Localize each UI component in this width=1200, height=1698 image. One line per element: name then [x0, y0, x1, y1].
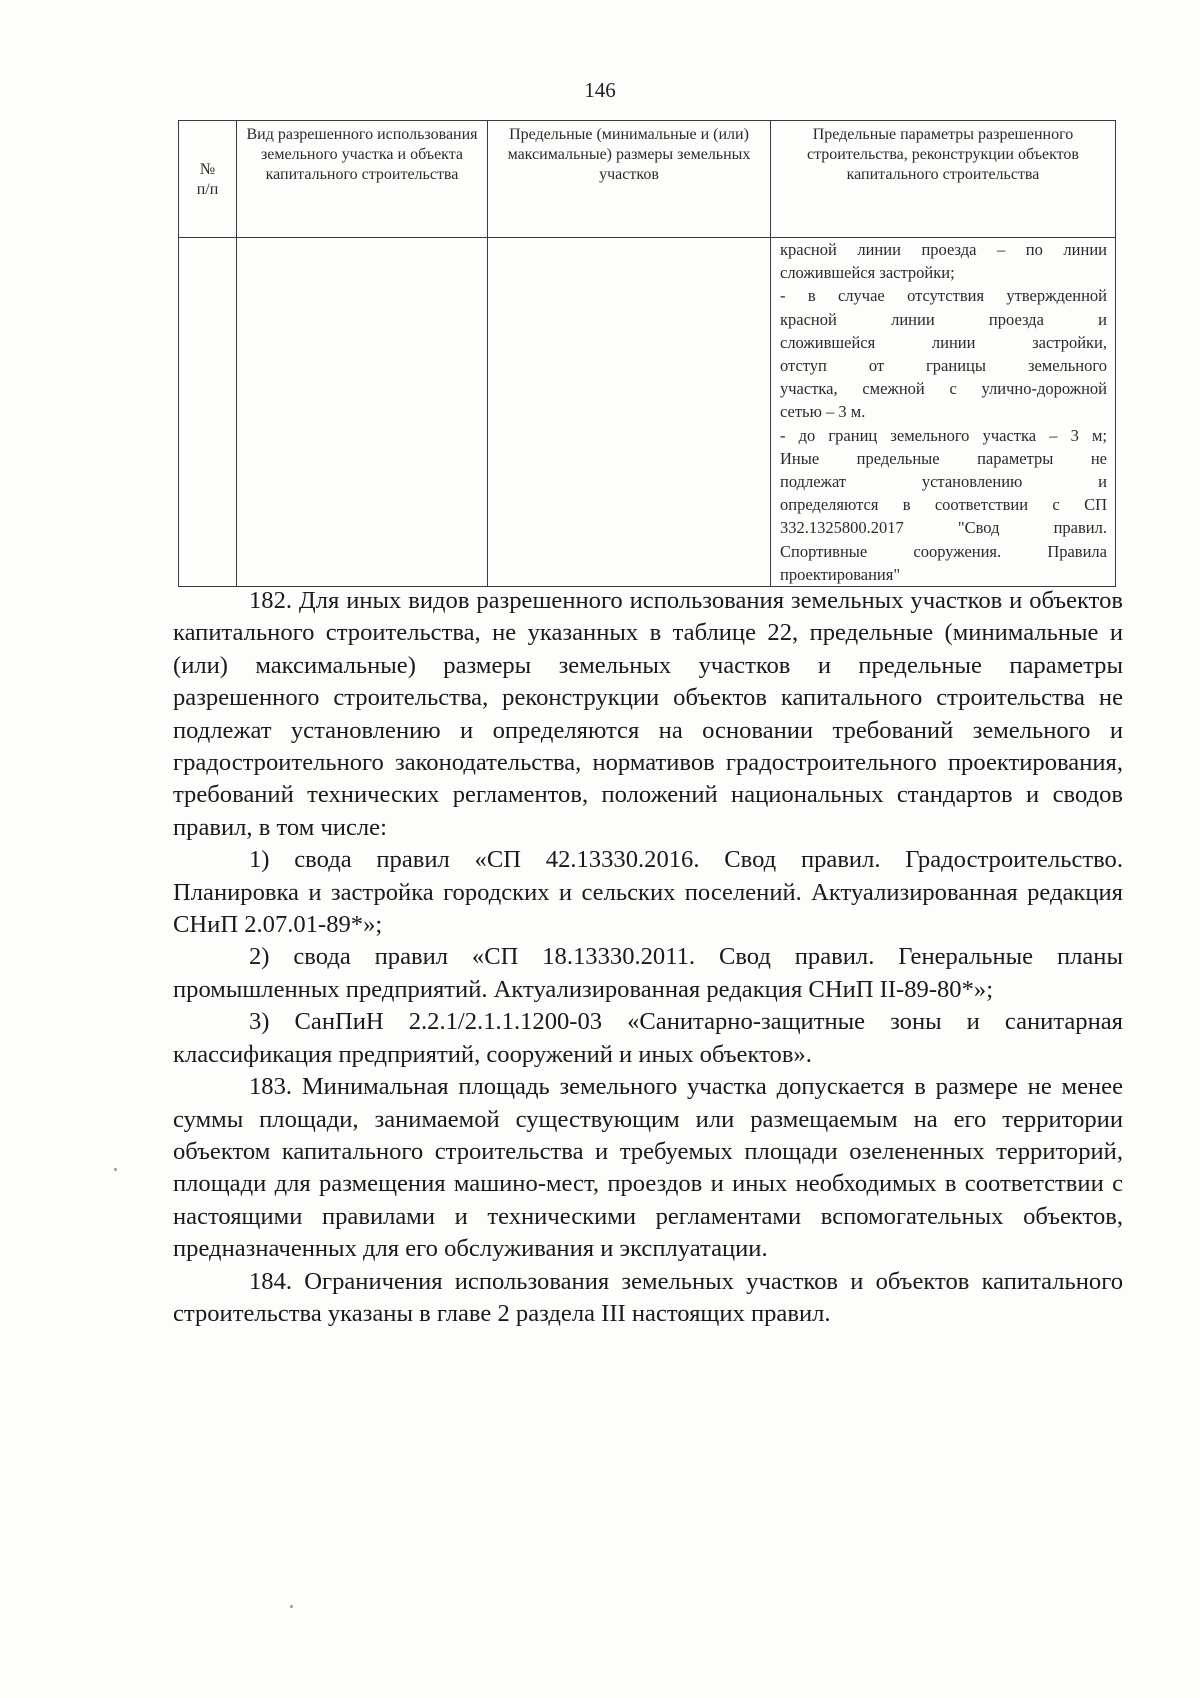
cell-text-line: - в случае отсутствия утвержденной: [780, 286, 1107, 306]
cell-text-line: 332.1325800.2017 "Свод правил.: [780, 518, 1107, 538]
cell-text-line: подлежат установлению и: [780, 472, 1107, 492]
cell-text-line: проектирования": [780, 564, 901, 584]
cell-text-line: - до границ земельного участка – 3 м;: [780, 425, 1107, 445]
list-item-2: 2) свода правил «СП 18.13330.2011. Свод правил. Генеральные планы промышленных предприятий. Актуализированная редакция СНиП II-89-80*»;: [173, 943, 1123, 1003]
cell-text-line: сложившейся линии застройки,: [780, 332, 1107, 352]
cell-text-line: сетью – 3 м.: [780, 402, 866, 422]
cell-text-line: Иные предельные параметры не: [780, 448, 1107, 468]
table-row: [179, 238, 1116, 587]
cell-plot-size: [488, 238, 771, 587]
paragraph-182: 182. Для иных видов разрешенного использования земельных участков и объектов капитального строительства, не указанных в таблице 22, предельные (минимальные и (или) максимальные) размеры земельных участков и предельные параметры разрешенного строительства, реконструкции объектов капитального строительства не подлежат установлению и определяются на основании требований земельного и градостроительного законодательства, нормативов градостроительного проектирования, требований технических регламентов, положений национальных стандартов и сводов правил, в том числе:: [173, 587, 1123, 841]
parameters-table: [178, 120, 1116, 587]
cell-text-line: сложившейся застройки;: [780, 263, 955, 283]
header-land-use-type: Вид разрешенного использования земельного участка и объекта капитального строительства: [237, 121, 488, 238]
cell-text-line: отступ от границы земельного: [780, 356, 1107, 376]
table-header-row: [179, 121, 1116, 238]
paragraph-183: 183. Минимальная площадь земельного участка допускается в размере не менее суммы площади, занимаемой существующим или размещаемым на его территории объектом капитального строительства и требуемых площади озелененных территорий, площади для размещения машино-мест, проездов и иных необходимых в соответствии с настоящими правилами и техническими регламентами вспомогательных объектов, предназначенных для его обслуживания и эксплуатации.: [173, 1073, 1123, 1263]
cell-construction-parameters: [771, 238, 1116, 587]
scan-artifact: [114, 1168, 117, 1171]
cell-text-line: участка, смежной с улично-дорожной: [780, 379, 1107, 399]
list-item-1: 1) свода правил «СП 42.13330.2016. Свод правил. Градостроительство. Планировка и застройка городских и сельских поселений. Актуализированная редакция СНиП 2.07.01-89*»;: [173, 846, 1123, 939]
cell-text-line: красной линии проезда – по линии: [780, 240, 1107, 259]
page-number: 146: [584, 78, 616, 102]
paragraph-184: 184. Ограничения использования земельных участков и объектов капитального строительства указаны в главе 2 раздела III настоящих правил.: [173, 1267, 1123, 1327]
header-number: № п/п: [179, 121, 237, 238]
section-182: [173, 585, 1123, 1330]
cell-text-line: Спортивные сооружения. Правила: [780, 541, 1107, 561]
cell-text-line: определяются в соответствии с СП: [780, 495, 1107, 515]
cell-land-use-type: [237, 238, 488, 587]
header-construction-parameters: Предельные параметры разрешенного строительства, реконструкции объектов капитального строительства: [771, 121, 1116, 238]
cell-number: [179, 238, 237, 587]
header-plot-size-limits: Предельные (минимальные и (или) максимальные) размеры земельных участков: [488, 121, 771, 238]
list-item-3: 3) СанПиН 2.2.1/2.1.1.1200-03 «Санитарно-защитные зоны и санитарная классификация предприятий, сооружений и иных объектов».: [173, 1008, 1123, 1068]
scan-artifact: [290, 1605, 293, 1608]
cell-text-line: красной линии проезда и: [780, 309, 1107, 329]
